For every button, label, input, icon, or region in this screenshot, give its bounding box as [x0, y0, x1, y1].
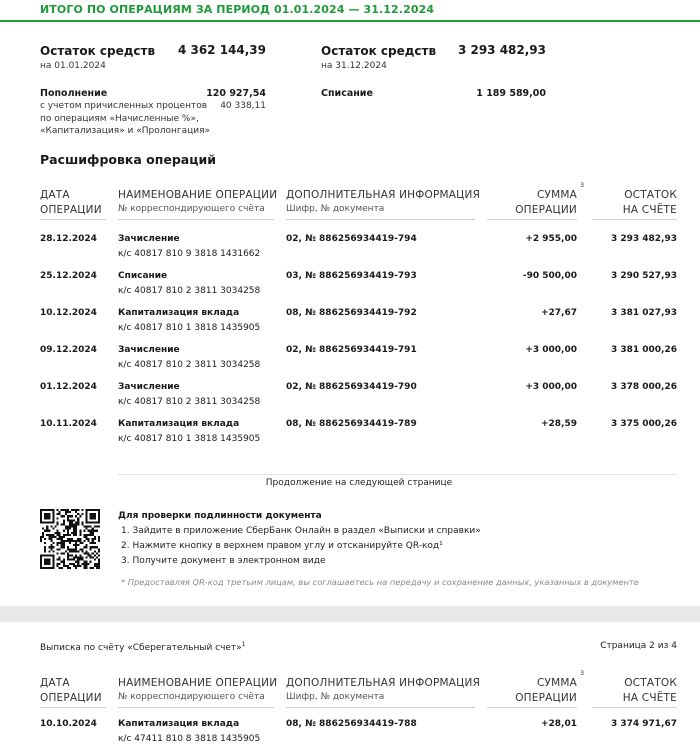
row-balance: 3 290 527,93	[610, 271, 677, 281]
withdrawals-value: 1 189 589,00	[476, 88, 546, 99]
qr-code-icon	[40, 509, 100, 569]
row-account: к/с 47411 810 8 3818 1435905	[118, 734, 261, 744]
row-date: 10.12.2024	[40, 308, 97, 318]
row-date: 09.12.2024	[40, 345, 97, 355]
col-info-subtitle: Шифр, № документа	[286, 692, 385, 702]
row-info: 08, № 886256934419-789	[286, 419, 417, 429]
col-sum-title: СУММА	[536, 189, 577, 201]
table-row	[40, 234, 677, 264]
deposits-note-line: «Капитализация» и «Пролонгация»	[40, 126, 211, 136]
table-header	[40, 669, 677, 714]
statement-account-label	[40, 641, 246, 653]
verify-step: 3. Получите документ в электронном виде	[121, 556, 326, 566]
row-balance: 3 374 971,67	[610, 719, 677, 729]
statement-page-2	[0, 622, 700, 745]
row-amount: +3 000,00	[525, 382, 577, 392]
row-balance: 3 381 000,26	[610, 345, 677, 355]
col-sum-footnote: 3	[580, 669, 585, 677]
row-balance: 3 293 482,93	[610, 234, 677, 244]
col-balance-title: ОСТАТОК	[624, 677, 677, 689]
verify-step: 2. Нажмите кнопку в верхнем правом углу и отсканируйте QR-код¹	[121, 541, 443, 551]
col-sum-footnote: 3	[580, 181, 585, 189]
table-row	[40, 382, 677, 412]
row-operation-name: Зачисление	[118, 234, 180, 244]
col-sum-title-2: ОПЕРАЦИИ	[515, 204, 577, 216]
deposits-label: Пополнение	[40, 88, 108, 99]
row-balance: 3 381 027,93	[610, 308, 677, 318]
header-underline	[40, 219, 106, 220]
table-row	[40, 271, 677, 301]
row-operation-name: Капитализация вклада	[118, 719, 240, 729]
statement-footnote: 1	[241, 641, 246, 648]
row-info: 03, № 886256934419-793	[286, 271, 417, 281]
header-underline	[118, 219, 274, 220]
row-account: к/с 40817 810 9 3818 1431662	[118, 249, 261, 259]
row-date: 25.12.2024	[40, 271, 97, 281]
statement-account-text: Выписка по счёту «Сберегательный счет»	[40, 643, 242, 653]
row-account: к/с 40817 810 2 3811 3034258	[118, 360, 261, 370]
row-date: 01.12.2024	[40, 382, 97, 392]
row-operation-name: Списание	[118, 271, 168, 281]
row-operation-name: Зачисление	[118, 382, 180, 392]
row-amount: -90 500,00	[522, 271, 577, 281]
continuation-note: Продолжение на следующей странице	[265, 478, 453, 488]
opening-balance-label: Остаток средств	[40, 44, 156, 58]
header-underline	[592, 707, 677, 708]
row-amount: +27,67	[540, 308, 577, 318]
col-info-title: ДОПОЛНИТЕЛЬНАЯ ИНФОРМАЦИЯ	[286, 189, 481, 201]
row-info: 02, № 886256934419-791	[286, 345, 417, 355]
closing-balance-value: 3 293 482,93	[457, 43, 546, 57]
row-date: 10.10.2024	[40, 719, 97, 729]
row-operation-name: Капитализация вклада	[118, 308, 240, 318]
row-account: к/с 40817 810 1 3818 1435905	[118, 323, 261, 333]
row-amount: +2 955,00	[525, 234, 577, 244]
row-info: 08, № 886256934419-792	[286, 308, 417, 318]
row-info: 02, № 886256934419-790	[286, 382, 417, 392]
col-info-title: ДОПОЛНИТЕЛЬНАЯ ИНФОРМАЦИЯ	[286, 677, 481, 689]
verify-title: Для проверки подлинности документа	[118, 511, 322, 521]
header-underline	[286, 707, 475, 708]
row-account: к/с 40817 810 1 3818 1435905	[118, 434, 261, 444]
col-name-subtitle: № корреспондирующего счёта	[118, 692, 265, 702]
col-name-subtitle: № корреспондирующего счёта	[118, 204, 265, 214]
withdrawals-label: Списание	[321, 88, 373, 99]
row-operation-name: Капитализация вклада	[118, 419, 240, 429]
col-date-title-2: ОПЕРАЦИИ	[40, 692, 102, 704]
page-separator	[0, 606, 700, 622]
col-date-title: ДАТА	[40, 189, 70, 201]
col-sum-title: СУММА	[536, 677, 577, 689]
row-amount: +28,59	[540, 419, 577, 429]
deposits-value: 120 927,54	[206, 88, 266, 99]
row-date: 28.12.2024	[40, 234, 97, 244]
col-sum-title-2: ОПЕРАЦИИ	[515, 692, 577, 704]
verify-step: 1. Зайдите в приложение СберБанк Онлайн в раздел «Выписки и справки»	[121, 526, 481, 536]
header-underline	[286, 219, 475, 220]
table-row	[40, 345, 677, 375]
continuation-rule	[118, 474, 677, 475]
header-rule	[0, 20, 700, 22]
deposits-interest-value: 40 338,11	[220, 101, 266, 111]
col-balance-title-2: НА СЧЁТЕ	[622, 204, 677, 216]
closing-balance-date: на 31.12.2024	[321, 61, 387, 71]
col-name-title: НАИМЕНОВАНИЕ ОПЕРАЦИИ	[118, 677, 278, 689]
qr-modules	[40, 509, 100, 569]
qr-disclaimer: * Предоставляя QR-код третьим лицам, вы соглашаетесь на передачу и сохранение данных, указанных в документе	[121, 577, 639, 587]
row-operation-name: Зачисление	[118, 345, 180, 355]
header-underline	[40, 707, 106, 708]
col-info-subtitle: Шифр, № документа	[286, 204, 385, 214]
header-underline	[118, 707, 274, 708]
row-balance: 3 375 000,26	[610, 419, 677, 429]
period-title: ИТОГО ПО ОПЕРАЦИЯМ ЗА ПЕРИОД 01.01.2024 — 31.12.2024	[40, 3, 435, 16]
header-underline	[592, 219, 677, 220]
row-info: 02, № 886256934419-794	[286, 234, 417, 244]
row-account: к/с 40817 810 2 3811 3034258	[118, 397, 261, 407]
table-header	[40, 181, 677, 226]
table-row	[40, 419, 677, 449]
col-date-title: ДАТА	[40, 677, 70, 689]
col-balance-title: ОСТАТОК	[624, 189, 677, 201]
opening-balance-date: на 01.01.2024	[40, 61, 106, 71]
header-underline	[487, 219, 577, 220]
header-underline	[487, 707, 577, 708]
row-amount: +3 000,00	[525, 345, 577, 355]
deposits-note-line: с учетом причисленных процентов	[40, 101, 208, 111]
col-balance-title-2: НА СЧЁТЕ	[622, 692, 677, 704]
deposits-note-line: по операциям «Начисленные %»,	[40, 113, 199, 124]
col-name-title: НАИМЕНОВАНИЕ ОПЕРАЦИИ	[118, 189, 278, 201]
closing-balance-label: Остаток средств	[321, 44, 437, 58]
row-account: к/с 40817 810 2 3811 3034258	[118, 286, 261, 296]
row-info: 08, № 886256934419-788	[286, 719, 417, 729]
row-date: 10.11.2024	[40, 419, 97, 429]
page-number: Страница 2 из 4	[600, 641, 677, 651]
row-amount: +28,01	[540, 719, 577, 729]
section-title: Расшифровка операций	[40, 152, 217, 167]
col-date-title-2: ОПЕРАЦИИ	[40, 204, 102, 216]
opening-balance-value: 4 362 144,39	[177, 43, 266, 57]
row-balance: 3 378 000,26	[610, 382, 677, 392]
table-row	[40, 308, 677, 338]
